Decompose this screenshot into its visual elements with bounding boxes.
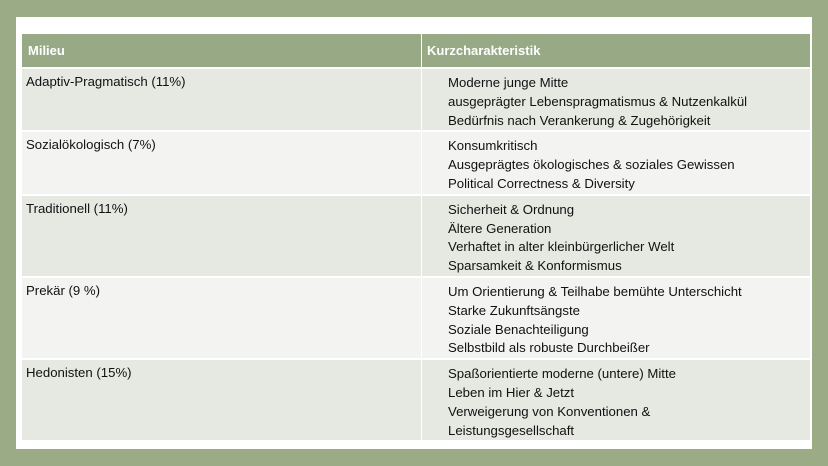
characteristics-cell (422, 131, 811, 194)
table-row (22, 195, 810, 277)
milieu-label: Hedonisten (15%) (26, 365, 132, 381)
milieu-cell (22, 131, 422, 194)
milieu-cell (22, 359, 422, 440)
table-row (22, 68, 810, 131)
slide (16, 17, 812, 449)
characteristic-line: Verhaftet in alter kleinbürgerlicher Welt (448, 239, 675, 255)
milieu-label: Prekär (9 %) (26, 282, 101, 298)
header-kurzcharakteristik: Kurzcharakteristik (422, 34, 811, 68)
characteristic-line: Selbstbild als robuste Durchbeißer (448, 340, 650, 356)
characteristic-line: Spaßorientierte moderne (untere) Mitte (448, 366, 676, 382)
characteristic-line: Leistungsgesellschaft (448, 422, 575, 438)
characteristic-line: Konsumkritisch (448, 138, 538, 154)
characteristic-line: Ältere Generation (448, 220, 552, 236)
characteristic-line: Verweigerung von Konventionen & (448, 403, 651, 419)
table-row (22, 359, 810, 440)
milieu-label: Traditionell (11%) (26, 200, 128, 216)
characteristic-line: Sparsamkeit & Konformismus (448, 258, 622, 274)
milieu-cell (22, 195, 422, 277)
header-milieu: Milieu (22, 34, 422, 68)
characteristics-cell (422, 195, 811, 277)
characteristic-line: Ausgeprägtes ökologisches & soziales Gewissen (448, 157, 735, 173)
characteristic-line: Um Orientierung & Teilhabe bemühte Unterschicht (448, 283, 742, 299)
characteristic-line: Bedürfnis nach Verankerung & Zugehörigkeit (448, 112, 711, 128)
characteristics-cell (422, 277, 811, 359)
characteristic-line: Political Correctness & Diversity (448, 175, 635, 191)
characteristic-line: Soziale Benachteiligung (448, 321, 589, 337)
milieu-label: Sozialökologisch (7%) (26, 137, 156, 153)
milieu-label: Adaptiv-Pragmatisch (11%) (26, 74, 186, 89)
table-header-row (22, 34, 810, 68)
milieu-cell (22, 277, 422, 359)
characteristics-cell (422, 68, 811, 131)
milieu-table (22, 34, 810, 440)
characteristic-line: Starke Zukunftsängste (448, 302, 580, 318)
table-row (22, 131, 810, 194)
milieu-cell (22, 68, 422, 131)
characteristic-line: Sicherheit & Ordnung (448, 201, 575, 217)
characteristic-line: Leben im Hier & Jetzt (448, 384, 575, 400)
characteristic-line: ausgeprägter Lebenspragmatismus & Nutzenkalkül (448, 93, 748, 109)
table-row (22, 277, 810, 359)
characteristics-cell (422, 359, 811, 440)
characteristic-line: Moderne junge Mitte (448, 75, 569, 90)
